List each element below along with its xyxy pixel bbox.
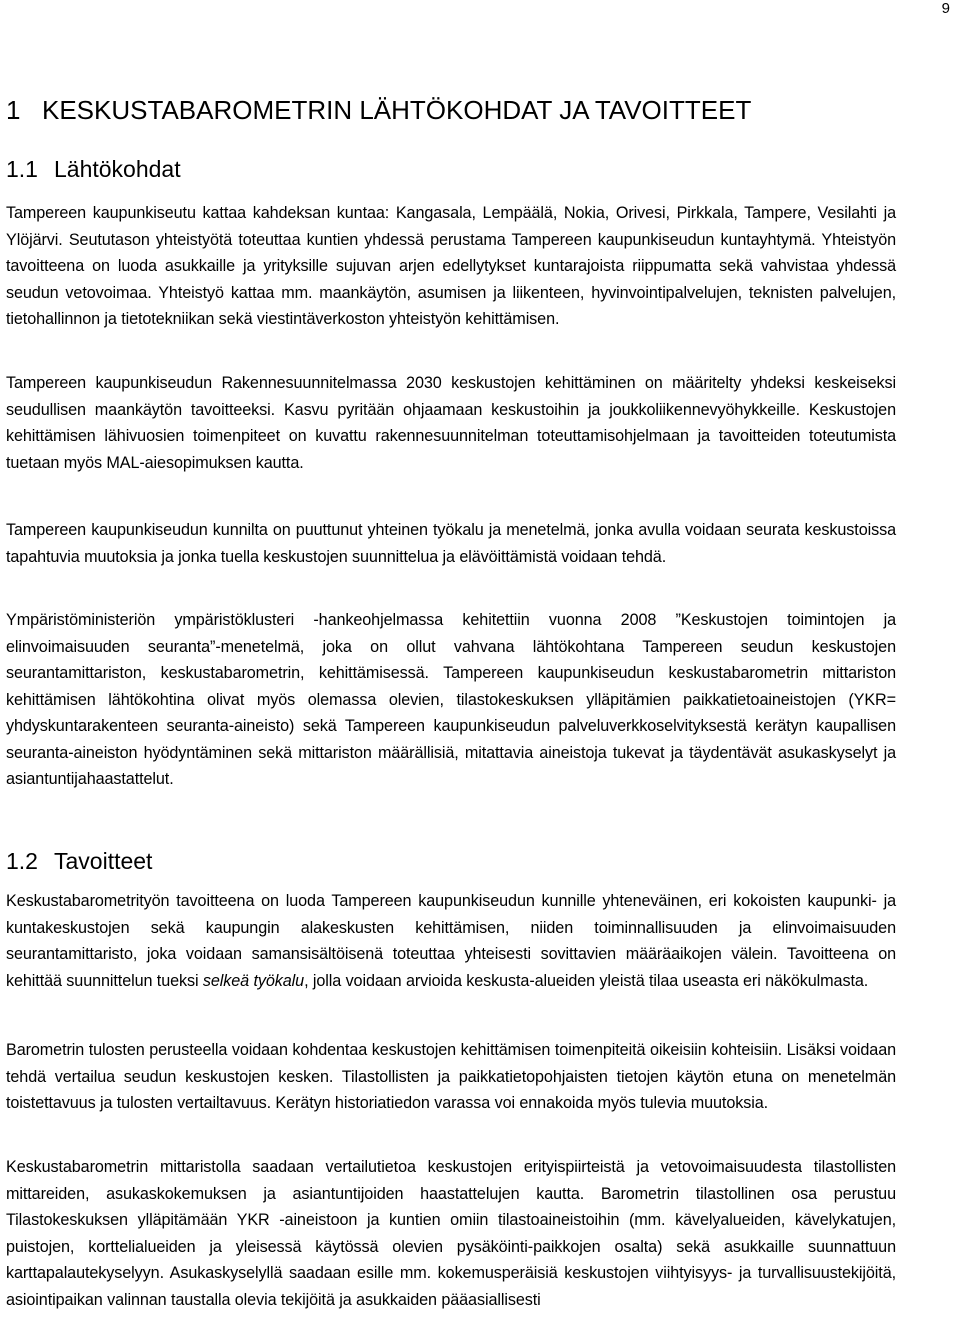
emphasis-text: selkeä työkalu [202, 971, 305, 990]
section-title: Lähtökohdat [54, 156, 181, 182]
chapter-title: KESKUSTABAROMETRIN LÄHTÖKOHDAT JA TAVOITTEET [42, 95, 752, 125]
paragraph: Tampereen kaupunkiseudun Rakennesuunnitelmassa 2030 keskustojen kehittäminen on määritelty yhdeksi keskeiseksi seudullisen maankäytön tavoitteeksi. Kasvu pyritään ohjaamaan keskustoihin ja joukkoliikennevyöhykkeille. Keskustojen kehittämisen lähivuosien toimenpiteet on kuvattu rakennesuunnitelman toteuttamisohjelmaan ja tavoitteiden toteutumista tuetaan myös MAL-aiesopimuksen kautta. [6, 374, 896, 472]
paragraph: Tampereen kaupunkiseutu kattaa kahdeksan kuntaa: Kangasala, Lempäälä, Nokia, Orivesi, Pirkkala, Tampere, Vesilahti ja Ylöjärvi. Seututason yhteistyötä toteuttaa kuntien yhdessä perustama Tampereen kaupunkiseudun kuntayhtymä. Yhteistyön tavoitteena on luoda asukkaille ja yrityksille sujuvan arjen edellytykset kuntarajoista riippumatta sekä vahvistaa yhdessä seudun vetovoimaa. Yhteistyö kattaa mm. maankäytön, asumisen ja liikenteen, hyvinvointipalvelujen, teknisten palvelujen, tietohallinnon ja tietotekniikan sekä viestintäverkoston yhteistyön kehittämisen. [6, 204, 896, 328]
paragraph-goals [6, 888, 896, 994]
chapter-number: 1 [6, 95, 21, 125]
paragraph: Barometrin tulosten perusteella voidaan kohdentaa keskustojen kehittämisen toimenpiteitä oikeisiin kohteisiin. Lisäksi voidaan tehdä vertailua seudun keskustojen kesken. Tilastollisten ja paikkatietopohjaisten tietojen käytön etuna on menetelmän toistettavuus ja tulosten vertailtavuus. Kerätyn historiatiedon varassa voi ennakoida myös tulevia muutoksia. [6, 1041, 896, 1112]
section-heading-tavoitteet [6, 846, 152, 876]
paragraph: Ympäristöministeriön ympäristöklusteri -hankeohjelmassa kehitettiin vuonna 2008 ”Keskustojen toimintojen ja elinvoimaisuuden seuranta”-menetelmä, joka on ollut vahvana lähtökohtana Tampereen seudun keskustojen seurantamittariston, keskustabarometrin, kehittämisessä. Tampereen kaupunkiseudun keskustabarometrin mittariston kehittämisen lähtökohtina olivat myös olemassa olevien, tilastokeskuksen ylläpitämien paikkatietoaineistojen (YKR= yhdyskuntarakenteen seuranta-aineisto) sekä Tampereen kaupunkiseudun palveluverkkoselvityksestä kerätyn kaupallisen seuranta-aineiston hyödyntäminen sekä mittariston määrällisiä, mitattavia aineistoja tukevat ja täydentävät asukaskyselyt ja asiantuntijahaastattelut. [6, 611, 896, 788]
paragraph: Keskustabarometrin mittaristolla saadaan vertailutietoa keskustojen erityispiirteistä ja vetovoimaisuudesta tilastollisten mittareiden, asukaskokemuksen ja asiantuntijoiden haastattelujen kautta. Barometrin tilastollinen osa perustuu Tilastokeskuksen ylläpitämään YKR -aineistoon ja kuntien omiin tilastoaineistoihin (mm. kävelyalueiden, kävelykatujen, puistojen, korttelialueiden ja yleisessä käytössä olevien pysäköinti-paikkojen osalta) sekä asukkaille suunnattuun karttapalautekyselyyn. Asukaskyselyllä saadaan esille mm. kokemusperäisiä keskustojen viihtyisyys- ja turvallisuustekijöitä, asiointipaikan valinnan taustalla olevia tekijöitä ja asukkaiden pääasiallisesti [6, 1158, 896, 1309]
paragraph-text: , jolla voidaan arvioida keskusta-alueiden yleistä tilaa useasta eri näkökulmasta. [304, 971, 869, 990]
section-number: 1.1 [6, 156, 38, 182]
section-heading-lahtokohdat [6, 154, 181, 184]
section-number: 1.2 [6, 848, 38, 874]
paragraph: Tampereen kaupunkiseudun kunnilta on puuttunut yhteinen työkalu ja menetelmä, jonka avulla voidaan seurata keskustoissa tapahtuvia muutoksia ja jonka tuella keskustojen suunnittelua ja elävöittämistä voidaan tehdä. [6, 521, 896, 566]
chapter-heading [6, 94, 751, 126]
paragraph-text: Keskustabarometrityön tavoitteena on luoda Tampereen kaupunkiseudun kunnille yhteneväinen, eri kokoisten kaupunki- ja kuntakeskustojen sekä kaupungin alakeskusten kehittämisen, niiden toiminnallisuuden ja elinvoimaisuuden seurantamittaristo, joka voidaan samansisältöisenä toteuttaa yhteisesti sovittavien määräaikojen välein. Tavoitteena on kehittää suunnittelun tueksi [6, 892, 896, 990]
page-number: 9 [941, 0, 950, 17]
section-title: Tavoitteet [54, 848, 153, 874]
